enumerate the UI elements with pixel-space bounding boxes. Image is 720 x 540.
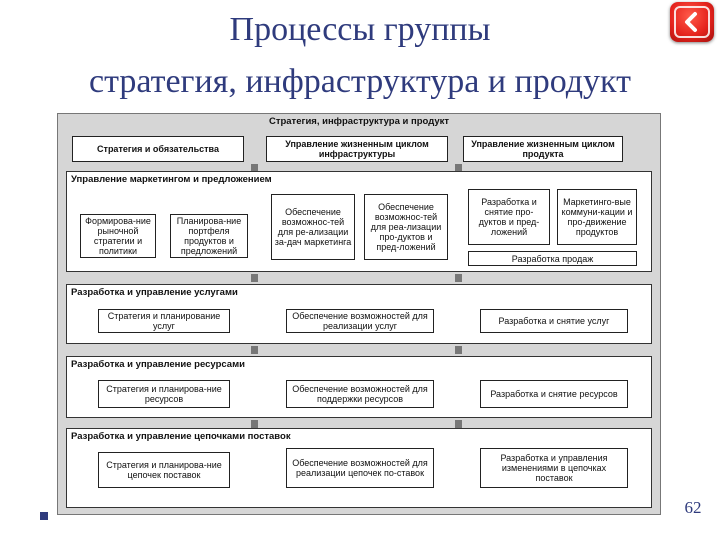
strategy-commitment-box: Стратегия и обязательства [72,136,244,162]
marketing-label: Управление маркетингом и предложением [71,174,272,185]
resource-strategy-box: Стратегия и планирова-ние ресурсов [98,380,230,408]
resource-capabilities-box: Обеспечение возможностей для поддержки ресурсов [286,380,434,408]
slide-title-line1: Процессы группы [229,11,491,48]
portfolio-planning-box: Планирова-ние портфеля продуктов и предложений [170,214,248,258]
supply-strategy-box: Стратегия и планирова-ние цепочек поставок [98,452,230,488]
product-development-box: Разработка и снятие про-дуктов и пред-ложений [468,189,550,245]
services-label: Разработка и управление услугами [71,287,238,298]
slide-title-line2: стратегия, инфраструктура и продукт [89,63,631,100]
connector [251,346,258,354]
connector [455,274,462,282]
infrastructure-lifecycle-box: Управление жизненным циклом инфраструктуры [266,136,448,162]
service-strategy-box: Стратегия и планирование услуг [98,309,230,333]
service-development-box: Разработка и снятие услуг [480,309,628,333]
marketing-communications-box: Маркетинго-вые коммуни-кации и про-движение продуктов [557,189,637,245]
connector [455,420,462,428]
supply-change-management-box: Разработка и управления изменениями в цепочках поставок [480,448,628,488]
sales-development-box: Разработка продаж [468,251,637,266]
page-number: 62 [684,498,702,517]
marketing-capabilities-box: Обеспечение возможнос-тей для ре-ализации за-дач маркетинга [271,194,355,260]
supply-capabilities-box: Обеспечение возможностей для реализации цепочек по-ставок [286,448,434,488]
chevron-left-icon [681,11,703,33]
market-strategy-box: Формирова-ние рыночной стратегии и политики [80,214,156,258]
decorative-corner [40,512,48,520]
product-lifecycle-box: Управление жизненным циклом продукта [463,136,623,162]
resource-development-box: Разработка и снятие ресурсов [480,380,628,408]
connector [251,274,258,282]
product-capabilities-box: Обеспечение возможнос-тей для реа-лизации про-дуктов и пред-ложений [364,194,448,260]
process-diagram [57,113,661,515]
connector [251,420,258,428]
back-button[interactable] [670,2,714,42]
service-capabilities-box: Обеспечение возможностей для реализации услуг [286,309,434,333]
diagram-title: Стратегия, инфраструктура и продукт [268,116,450,127]
supply-chain-label: Разработка и управление цепочками поставок [71,431,291,442]
connector [455,346,462,354]
resources-label: Разработка и управление ресурсами [71,359,245,370]
